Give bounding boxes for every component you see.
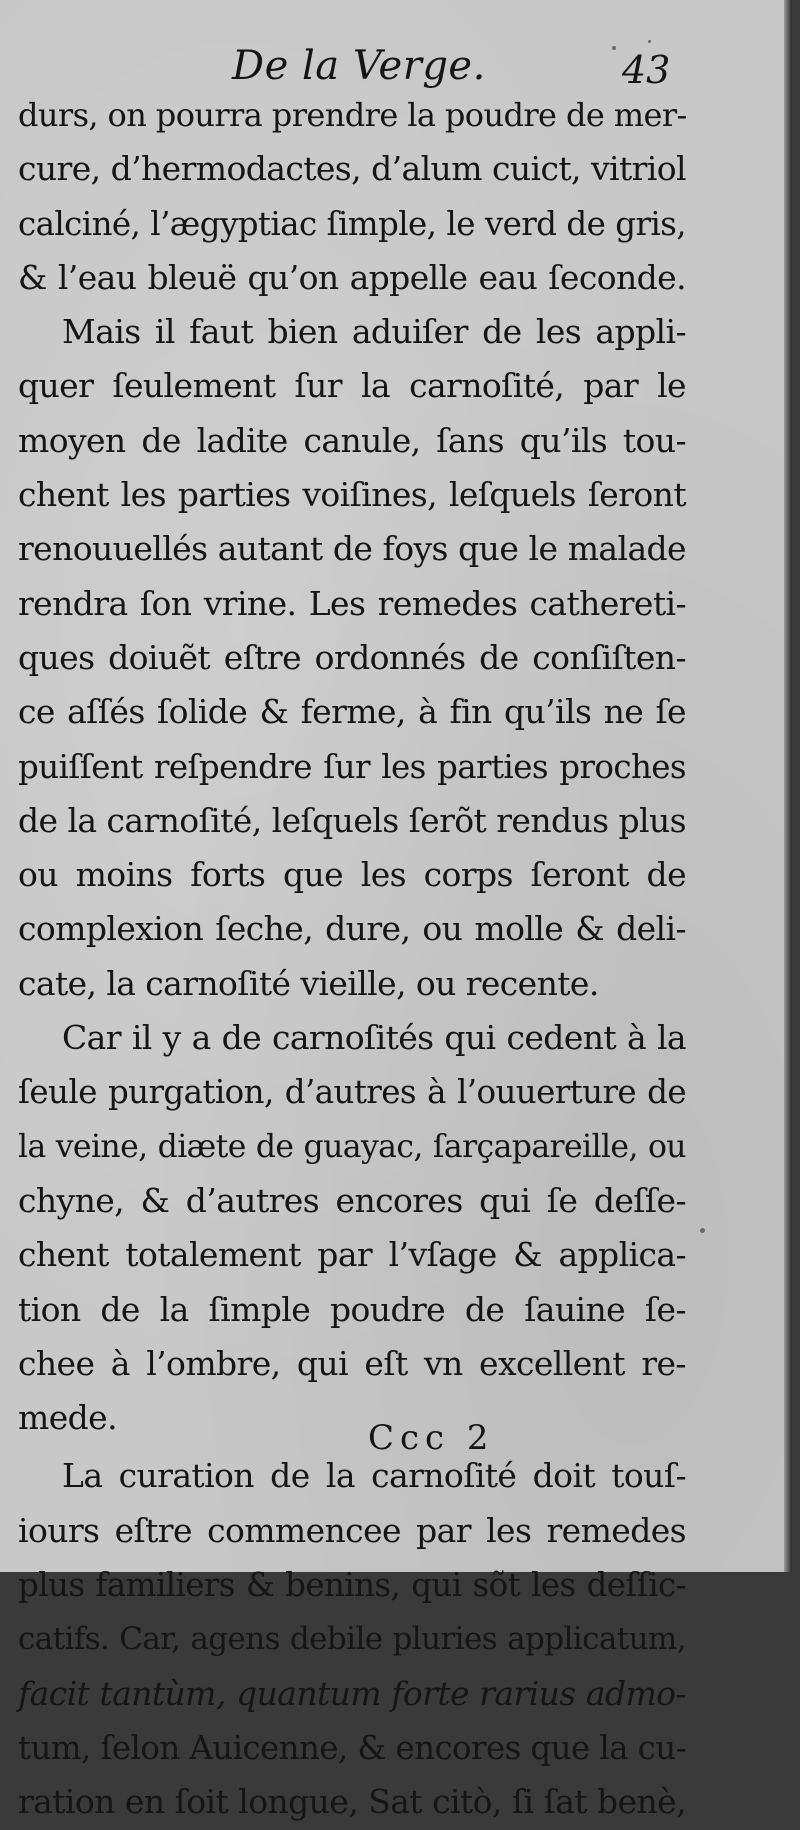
- text-line: rendra ſon vrine. Les remedes cathereti-: [18, 583, 686, 623]
- text-line: plus familiers & benins, qui sõt les deſſic-: [18, 1566, 686, 1605]
- text-line: moyen de ladite canule, ſans qu’ils tou-: [18, 420, 686, 460]
- paragraph: [18, 88, 686, 305]
- text-line: tion de la ſimple poudre de ſauine ſe-: [18, 1289, 686, 1329]
- paragraph: [18, 1011, 686, 1445]
- text-line: chyne, & d’autres encores qui ſe deſſe-: [18, 1180, 686, 1220]
- text-line: quer ſeulement ſur la carnoſité, par le: [18, 366, 686, 406]
- text-line: tum, ſelon Auicenne, & encores que la cu-: [18, 1728, 686, 1767]
- page-number: 43: [622, 48, 671, 92]
- text-line: ce aſſés ſolide & ferme, à fin qu’ils ne ſe: [18, 692, 686, 732]
- text-line: calciné, l’ægyptiac ſimple, le verd de gris,: [18, 204, 686, 243]
- text-line: durs, on pourra prendre la poudre de mer-: [18, 96, 687, 134]
- text-line: facit tantùm, quantum forte rarius admo-: [18, 1673, 686, 1713]
- text-line: la veine, diæte de guayac, ſarçapareille, ou: [18, 1128, 686, 1165]
- text-line: ques doiuẽt eſtre ordonnés de conſiſten-: [18, 637, 686, 677]
- paragraph: [18, 305, 686, 1011]
- text-line: ſeule purgation, d’autres à l’ouuerture de: [18, 1073, 686, 1112]
- text-line: La curation de la carnoſité doit touſ-: [62, 1456, 686, 1496]
- paragraph: [18, 1449, 686, 1829]
- text-line: ou moins forts que les corps ſeront de: [18, 855, 686, 895]
- text-line: de la carnoſité, leſquels ſerõt rendus plus: [18, 800, 686, 840]
- text-line: complexion ſeche, dure, ou molle & deli-: [18, 909, 686, 949]
- ink-speck: [648, 40, 651, 43]
- text-line: chent totalement par l’vſage & applica-: [18, 1235, 686, 1275]
- text-line: puiſſent reſpendre ſur les parties proches: [18, 747, 686, 786]
- text-line: Mais il faut bien aduiſer de les appli-: [62, 312, 686, 352]
- text-line: chee à l’ombre, qui eſt vn excellent re-: [18, 1343, 686, 1383]
- text-line: renouuellés autant de foys que le malade: [18, 529, 686, 569]
- running-head: [0, 36, 792, 96]
- text-line: iours eſtre commencee par les remedes: [18, 1510, 686, 1550]
- text-line: cate, la carnoſité vieille, ou recente.: [18, 963, 599, 1003]
- text-line: mede.: [18, 1398, 117, 1438]
- running-head-title: De la Verge.: [232, 43, 486, 89]
- body-text: [18, 88, 686, 1830]
- text-line: Car il y a de carnoſités qui cedent à la: [62, 1018, 686, 1058]
- text-line: ration en ſoit longue, Sat citò, ſi ſat benè,: [18, 1782, 686, 1822]
- text-line: cure, d’hermodactes, d’alum cuict, vitriol: [18, 149, 686, 189]
- ink-speck: [700, 1228, 705, 1233]
- text-line: catifs. Car, agens debile pluries applicatum,: [18, 1621, 686, 1658]
- text-line: & l’eau bleuë qu’on appelle eau ſeconde.: [18, 257, 686, 297]
- signature-mark: Ccc 2: [368, 1418, 495, 1458]
- text-line: chent les parties voiſines, leſquels ſeront: [18, 475, 686, 515]
- page-edge-shadow: [784, 0, 792, 1572]
- ink-speck: [612, 46, 616, 50]
